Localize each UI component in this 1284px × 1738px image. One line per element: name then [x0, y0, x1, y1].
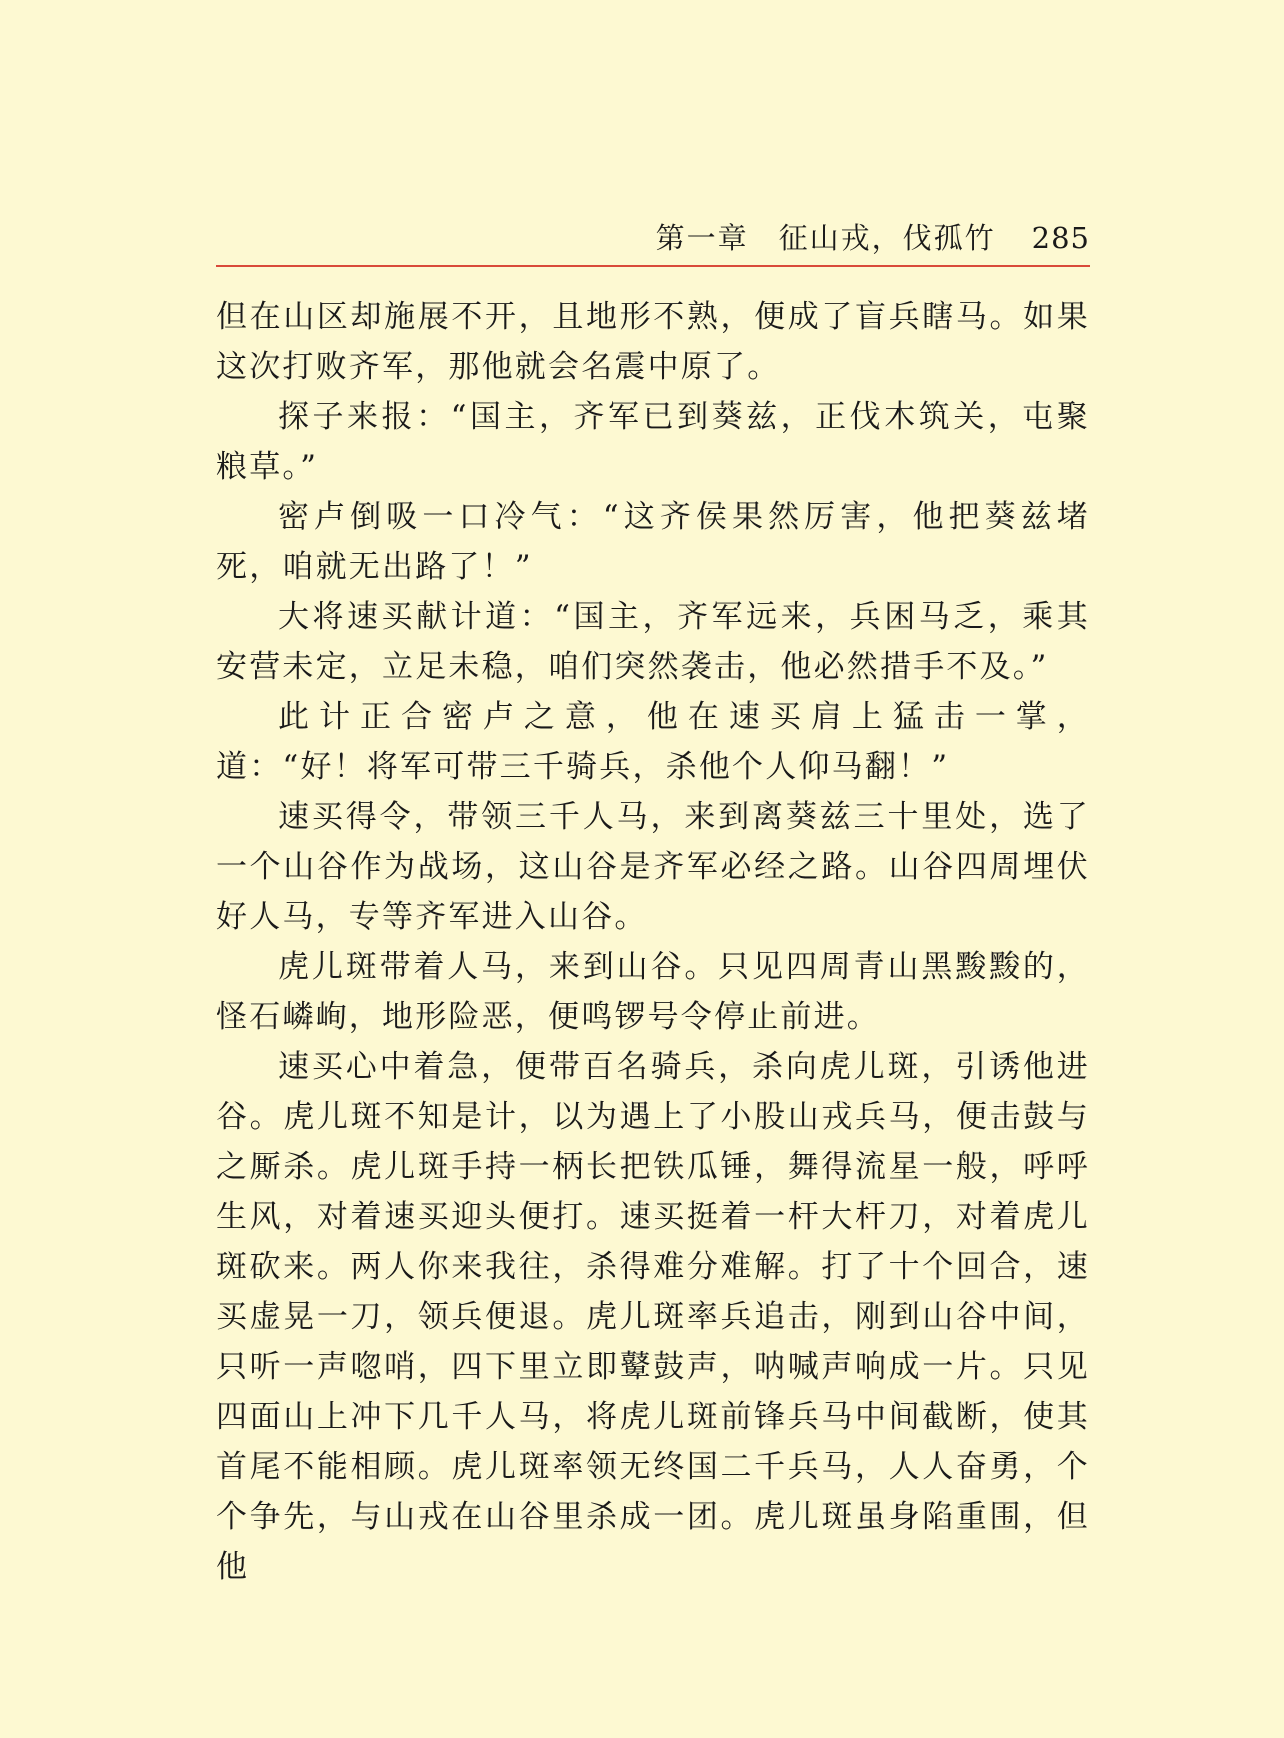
- running-head: [216, 216, 1090, 260]
- paragraph: 虎儿斑带着人马，来到山谷。只见四周青山黑黢黢的，怪石嶙峋，地形险恶，便鸣锣号令停止前进。: [216, 949, 1090, 1035]
- chapter-title: 征山戎，伐孤竹: [778, 221, 996, 255]
- paragraph: 探子来报：“国主，齐军已到葵兹，正伐木筑关，屯聚粮草。”: [216, 399, 1090, 485]
- paragraph: 但在山区却施展不开，且地形不熟，便成了盲兵瞎马。如果这次打败齐军，那他就会名震中原了。: [216, 299, 1090, 385]
- paragraph: 速买得令，带领三千人马，来到离葵兹三十里处，选了一个山谷作为战场，这山谷是齐军必经之路。山谷四周埋伏好人马，专等齐军进入山谷。: [216, 799, 1090, 935]
- header-rule: [216, 265, 1090, 267]
- paragraph: 此计正合密卢之意，他在速买肩上猛击一掌，道：“好！将军可带三千骑兵，杀他个人仰马翻！”: [216, 699, 1090, 785]
- paragraph: 密卢倒吸一口冷气：“这齐侯果然厉害，他把葵兹堵死，咱就无出路了！”: [216, 499, 1090, 585]
- paragraph: 速买心中着急，便带百名骑兵，杀向虎儿斑，引诱他进谷。虎儿斑不知是计，以为遇上了小股山戎兵马，便击鼓与之厮杀。虎儿斑手持一柄长把铁瓜锤，舞得流星一般，呼呼生风，对着速买迎头便打。速买挺着一杆大杆刀，对着虎儿斑砍来。两人你来我往，杀得难分难解。打了十个回合，速买虚晃一刀，领兵便退。虎儿斑率兵追击，刚到山谷中间，只听一声唿哨，四下里立即鼙鼓声，呐喊声响成一片。只见四面山上冲下几千人马，将虎儿斑前锋兵马中间截断，使其首尾不能相顾。虎儿斑率领无终国二千兵马，人人奋勇，个个争先，与山戎在山谷里杀成一团。虎儿斑虽身陷重围，但他: [216, 1049, 1090, 1585]
- body-text: [216, 292, 1090, 1592]
- page-number: 285: [1031, 221, 1090, 255]
- chapter-label: 第一章: [655, 221, 749, 255]
- paragraph: 大将速买献计道：“国主，齐军远来，兵困马乏，乘其安营未定，立足未稳，咱们突然袭击，他必然措手不及。”: [216, 599, 1090, 685]
